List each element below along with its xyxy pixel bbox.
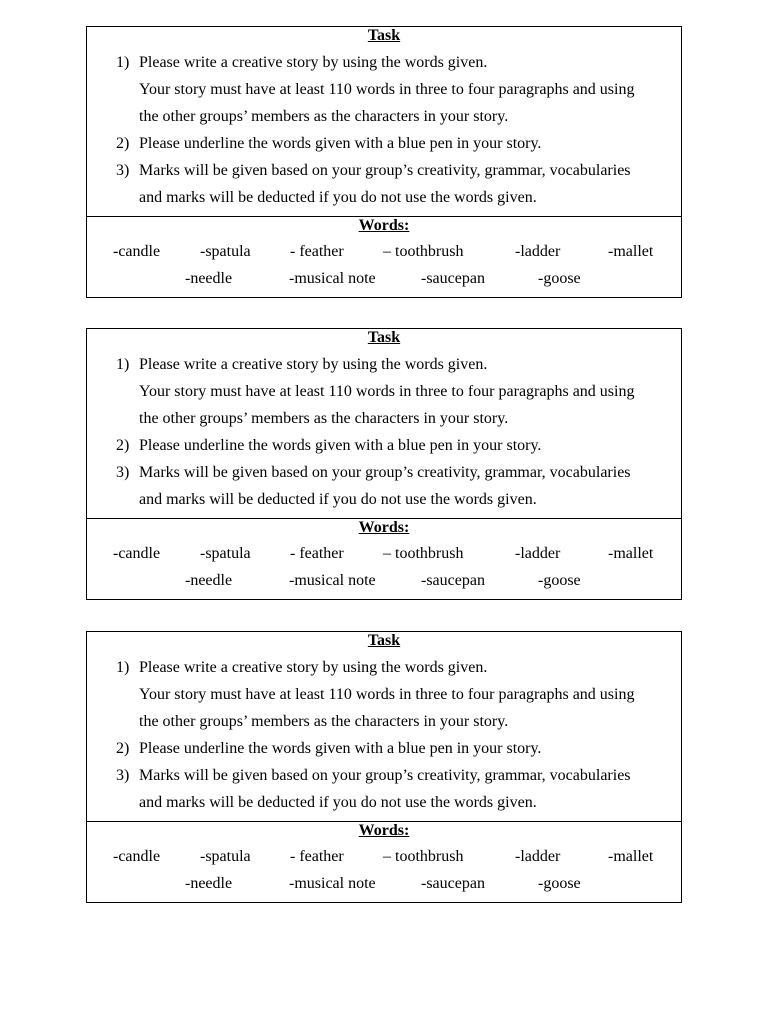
instruction-number: 3)	[116, 464, 130, 481]
vocab-word: -musical note	[289, 572, 376, 589]
vocab-word: – toothbrush	[383, 545, 464, 562]
vocab-word: -goose	[538, 875, 581, 892]
instruction-text: Please underline the words given with a blue pen in your story.	[139, 740, 542, 757]
instruction-text: Please underline the words given with a blue pen in your story.	[139, 437, 542, 454]
instruction-number: 1)	[116, 659, 130, 676]
vocab-word: -goose	[538, 572, 581, 589]
words-section	[87, 518, 681, 599]
instruction-text: Your story must have at least 110 words in three to four paragraphs and using	[139, 383, 635, 400]
words-heading: Words:	[358, 822, 410, 839]
vocab-word: -candle	[113, 545, 161, 562]
vocab-word: -saucepan	[421, 572, 485, 589]
instruction-text: Marks will be given based on your group’s creativity, grammar, vocabularies	[139, 464, 631, 481]
vocab-word: -spatula	[200, 848, 251, 865]
instruction-text: Your story must have at least 110 words in three to four paragraphs and using	[139, 81, 635, 98]
instruction-text: the other groups’ members as the characters in your story.	[139, 108, 509, 125]
instruction-text: and marks will be deducted if you do not use the words given.	[139, 491, 537, 508]
task-heading: Task	[367, 27, 401, 44]
instruction-text: and marks will be deducted if you do not use the words given.	[139, 189, 537, 206]
instruction-text: Please underline the words given with a blue pen in your story.	[139, 135, 542, 152]
task-heading: Task	[367, 329, 401, 346]
task-heading: Task	[367, 632, 401, 649]
vocab-word: -mallet	[608, 545, 654, 562]
words-section	[87, 216, 681, 297]
vocab-word: -needle	[185, 270, 233, 287]
instruction-number: 3)	[116, 767, 130, 784]
vocab-word: -candle	[113, 243, 161, 260]
task-section	[87, 632, 681, 821]
instruction-number: 2)	[116, 135, 130, 152]
words-section	[87, 821, 681, 902]
task-section	[87, 329, 681, 518]
vocab-word: - feather	[290, 243, 344, 260]
vocab-word: -mallet	[608, 243, 654, 260]
vocab-word: -ladder	[515, 545, 561, 562]
instruction-text: Please write a creative story by using the words given.	[139, 659, 488, 676]
words-heading: Words:	[358, 519, 410, 536]
instruction-text: the other groups’ members as the characters in your story.	[139, 713, 509, 730]
task-section	[87, 27, 681, 216]
instruction-number: 1)	[116, 54, 130, 71]
vocab-word: -needle	[185, 875, 233, 892]
instruction-text: Marks will be given based on your group’s creativity, grammar, vocabularies	[139, 767, 631, 784]
vocab-word: -candle	[113, 848, 161, 865]
vocab-word: - feather	[290, 848, 344, 865]
vocab-word: -ladder	[515, 848, 561, 865]
instruction-text: Your story must have at least 110 words in three to four paragraphs and using	[139, 686, 635, 703]
instruction-number: 2)	[116, 740, 130, 757]
task-card	[86, 26, 682, 298]
vocab-word: - feather	[290, 545, 344, 562]
instruction-text: Marks will be given based on your group’s creativity, grammar, vocabularies	[139, 162, 631, 179]
vocab-word: -needle	[185, 572, 233, 589]
instruction-number: 2)	[116, 437, 130, 454]
vocab-word: -spatula	[200, 243, 251, 260]
vocab-word: -mallet	[608, 848, 654, 865]
vocab-word: -musical note	[289, 875, 376, 892]
vocab-word: – toothbrush	[383, 848, 464, 865]
task-card	[86, 631, 682, 903]
vocab-word: -saucepan	[421, 270, 485, 287]
vocab-word: -ladder	[515, 243, 561, 260]
instruction-text: Please write a creative story by using the words given.	[139, 356, 488, 373]
vocab-word: -spatula	[200, 545, 251, 562]
vocab-word: -musical note	[289, 270, 376, 287]
instruction-text: and marks will be deducted if you do not use the words given.	[139, 794, 537, 811]
instruction-number: 1)	[116, 356, 130, 373]
instruction-text: Please write a creative story by using the words given.	[139, 54, 488, 71]
task-card	[86, 328, 682, 600]
vocab-word: -goose	[538, 270, 581, 287]
instruction-number: 3)	[116, 162, 130, 179]
words-heading: Words:	[358, 217, 410, 234]
vocab-word: – toothbrush	[383, 243, 464, 260]
instruction-text: the other groups’ members as the characters in your story.	[139, 410, 509, 427]
vocab-word: -saucepan	[421, 875, 485, 892]
